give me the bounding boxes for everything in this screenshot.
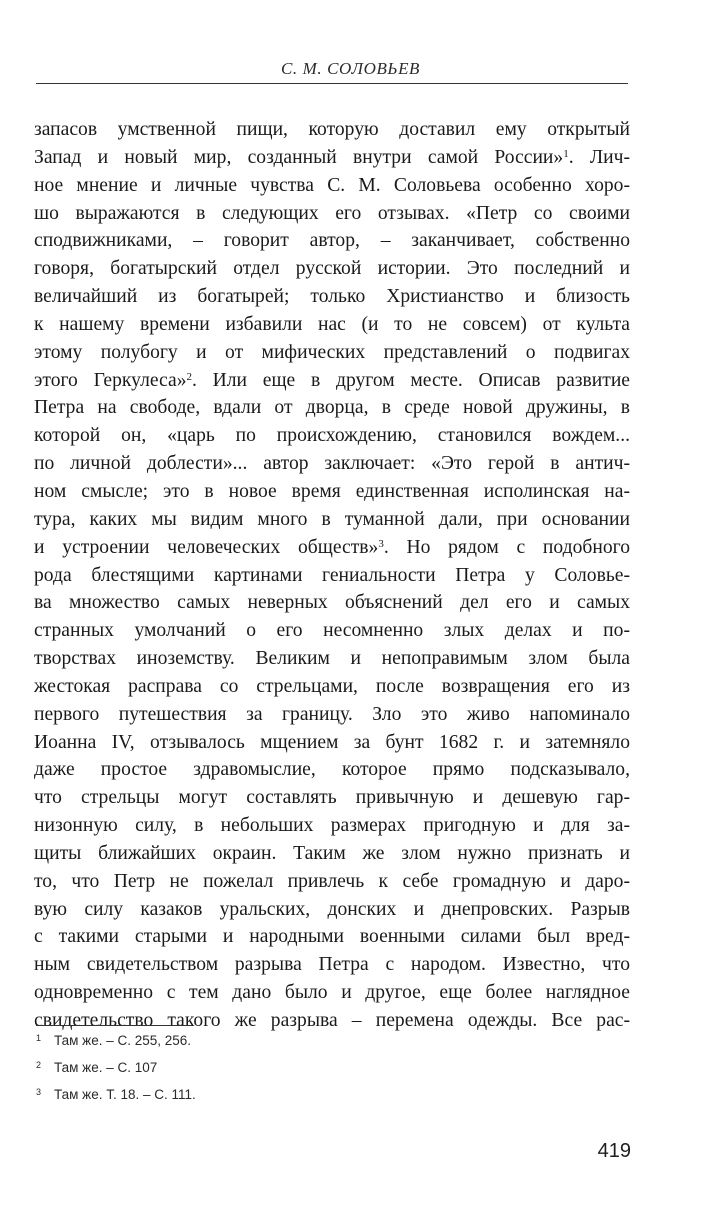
- text-line-content: этого Геркулеса»: [34, 369, 187, 391]
- text-line: [34, 784, 630, 812]
- text-line: [34, 812, 630, 840]
- text-line-content: низонную силу, в небольших размерах пригодную и для за-: [34, 815, 630, 837]
- text-line-content: сподвижниками, – говорит автор, – заканчивает, собственно: [34, 230, 630, 252]
- text-line-content: ва множество самых неверных объяснений дел его и самых: [34, 592, 630, 614]
- text-line-content: которой он, «царь по происхождению, становился вождем...: [34, 425, 630, 447]
- text-line: [34, 311, 630, 339]
- main-text: [34, 116, 630, 1035]
- text-line-content: жестокая расправа со стрельцами, после возвращения его из: [34, 675, 630, 697]
- footnote-marker: 3: [36, 1087, 42, 1097]
- text-line-content: запасов умственной пищи, которую доставил ему открытый: [34, 119, 630, 140]
- footnote-marker: 1: [36, 1033, 42, 1043]
- text-line-content: тура, каких мы видим много в туманной дали, при основании: [34, 508, 630, 530]
- text-line: [34, 840, 630, 868]
- text-line-content: и устроении человеческих обществ»: [34, 536, 379, 558]
- text-line-content: ное мнение и личные чувства С. М. Соловьева особенно хоро-: [34, 174, 630, 196]
- text-line: [34, 255, 630, 283]
- text-line: [34, 478, 630, 506]
- footnote-2: [36, 1060, 536, 1087]
- text-line-content: вую силу казаков уральских, донских и днепровских. Разрыв: [34, 898, 630, 920]
- footnote-1: [36, 1033, 536, 1060]
- text-line-content: по личной доблести»... автор заключает: «Это герой в антич-: [34, 453, 630, 475]
- footnotes: [36, 1033, 536, 1114]
- running-header-title: С. М. СОЛОВЬЕВ: [280, 59, 421, 78]
- text-line: [34, 645, 630, 673]
- text-line: [34, 283, 630, 311]
- text-line-content: свидетельство такого же разрыва – перемена одежды. Все рас-: [34, 1010, 630, 1031]
- text-line: [34, 116, 630, 144]
- text-line: [34, 923, 630, 951]
- text-line-content: первого путешествия за границу. Зло это живо напоминало: [34, 703, 630, 725]
- text-line: [34, 756, 630, 784]
- text-line-content: величайший из богатырей; только Христианство и близость: [34, 286, 630, 308]
- text-line: [34, 589, 630, 617]
- text-line: [34, 200, 630, 228]
- text-line-content: ным свидетельством разрыва Петра с народом. Известно, что: [34, 954, 630, 976]
- text-line: [34, 1007, 630, 1035]
- text-line-content: Запад и новый мир, созданный внутри самой России»: [34, 146, 564, 168]
- text-line-continuation: . Или еще в другом месте. Описав развитие: [192, 369, 631, 391]
- text-line-content: странных умолчаний о его несомненно злых делах и по-: [34, 620, 630, 642]
- text-line: [34, 172, 630, 200]
- text-line-content: щиты ближайших окраин. Таким же злом нужно признать и: [34, 842, 630, 864]
- text-line-content: одновременно с тем дано было и другое, еще более наглядное: [34, 982, 630, 1004]
- text-line-content: то, что Петр не пожелал привлечь к себе громадную и даро-: [34, 870, 630, 892]
- footnote-separator: [36, 1025, 192, 1026]
- text-line: [34, 367, 630, 395]
- text-line-continuation: . Лич-: [568, 146, 630, 168]
- text-line: [34, 673, 630, 701]
- footnote-text: Там же. – С. 255, 256.: [54, 1033, 192, 1048]
- text-line-content: ном смысле; это в новое время единственная исполинская на-: [34, 480, 630, 502]
- text-line: [34, 339, 630, 367]
- text-line: [34, 617, 630, 645]
- text-line: [34, 450, 630, 478]
- text-line: [34, 506, 630, 534]
- text-line-content: творствах иноземству. Великим и непоправимым злом была: [34, 648, 630, 670]
- text-line-content: к нашему времени избавили нас (и то не совсем) от культа: [34, 313, 630, 335]
- footnote-3: [36, 1087, 536, 1114]
- text-line-content: что стрельцы могут составлять привычную и дешевую гар-: [34, 787, 630, 809]
- footnote-text: Там же. – С. 107: [54, 1060, 158, 1075]
- footnote-reference: 3: [378, 537, 384, 550]
- text-line-content: этому полубогу и от мифических представлений о подвигах: [34, 341, 630, 363]
- text-line: [34, 868, 630, 896]
- text-line: [34, 534, 630, 562]
- header-rule: [36, 83, 628, 84]
- text-line: [34, 896, 630, 924]
- footnote-reference: 1: [563, 147, 569, 160]
- text-line: [34, 422, 630, 450]
- text-line-content: Петра на свободе, вдали от дворца, в среде новой дружины, в: [34, 397, 630, 419]
- text-line-content: рода блестящими картинами гениальности Петра у Соловье-: [34, 564, 630, 586]
- text-line: [34, 701, 630, 729]
- footnote-text: Там же. Т. 18. – С. 111.: [54, 1087, 196, 1102]
- text-line: [34, 729, 630, 757]
- text-line-continuation: . Но рядом с подобного: [383, 536, 630, 558]
- footnote-marker: 2: [36, 1060, 42, 1070]
- text-line-content: даже простое здравомыслие, которое прямо подсказывало,: [34, 759, 630, 781]
- text-line: [34, 979, 630, 1007]
- text-line-content: Иоанна IV, отзывалось мщением за бунт 1682 г. и затемняло: [34, 731, 630, 753]
- text-line: [34, 227, 630, 255]
- text-line: [34, 144, 630, 172]
- text-line: [34, 394, 630, 422]
- text-line-content: говоря, богатырский отдел русской истории. Это последний и: [34, 258, 630, 280]
- text-line-content: с такими старыми и народными военными силами был вред-: [34, 926, 630, 948]
- text-line: [34, 951, 630, 979]
- text-line: [34, 562, 630, 590]
- footnote-reference: 2: [186, 370, 192, 383]
- text-line-content: шо выражаются в следующих его отзывах. «Петр со своими: [34, 202, 630, 224]
- page-number: 419: [597, 1140, 631, 1162]
